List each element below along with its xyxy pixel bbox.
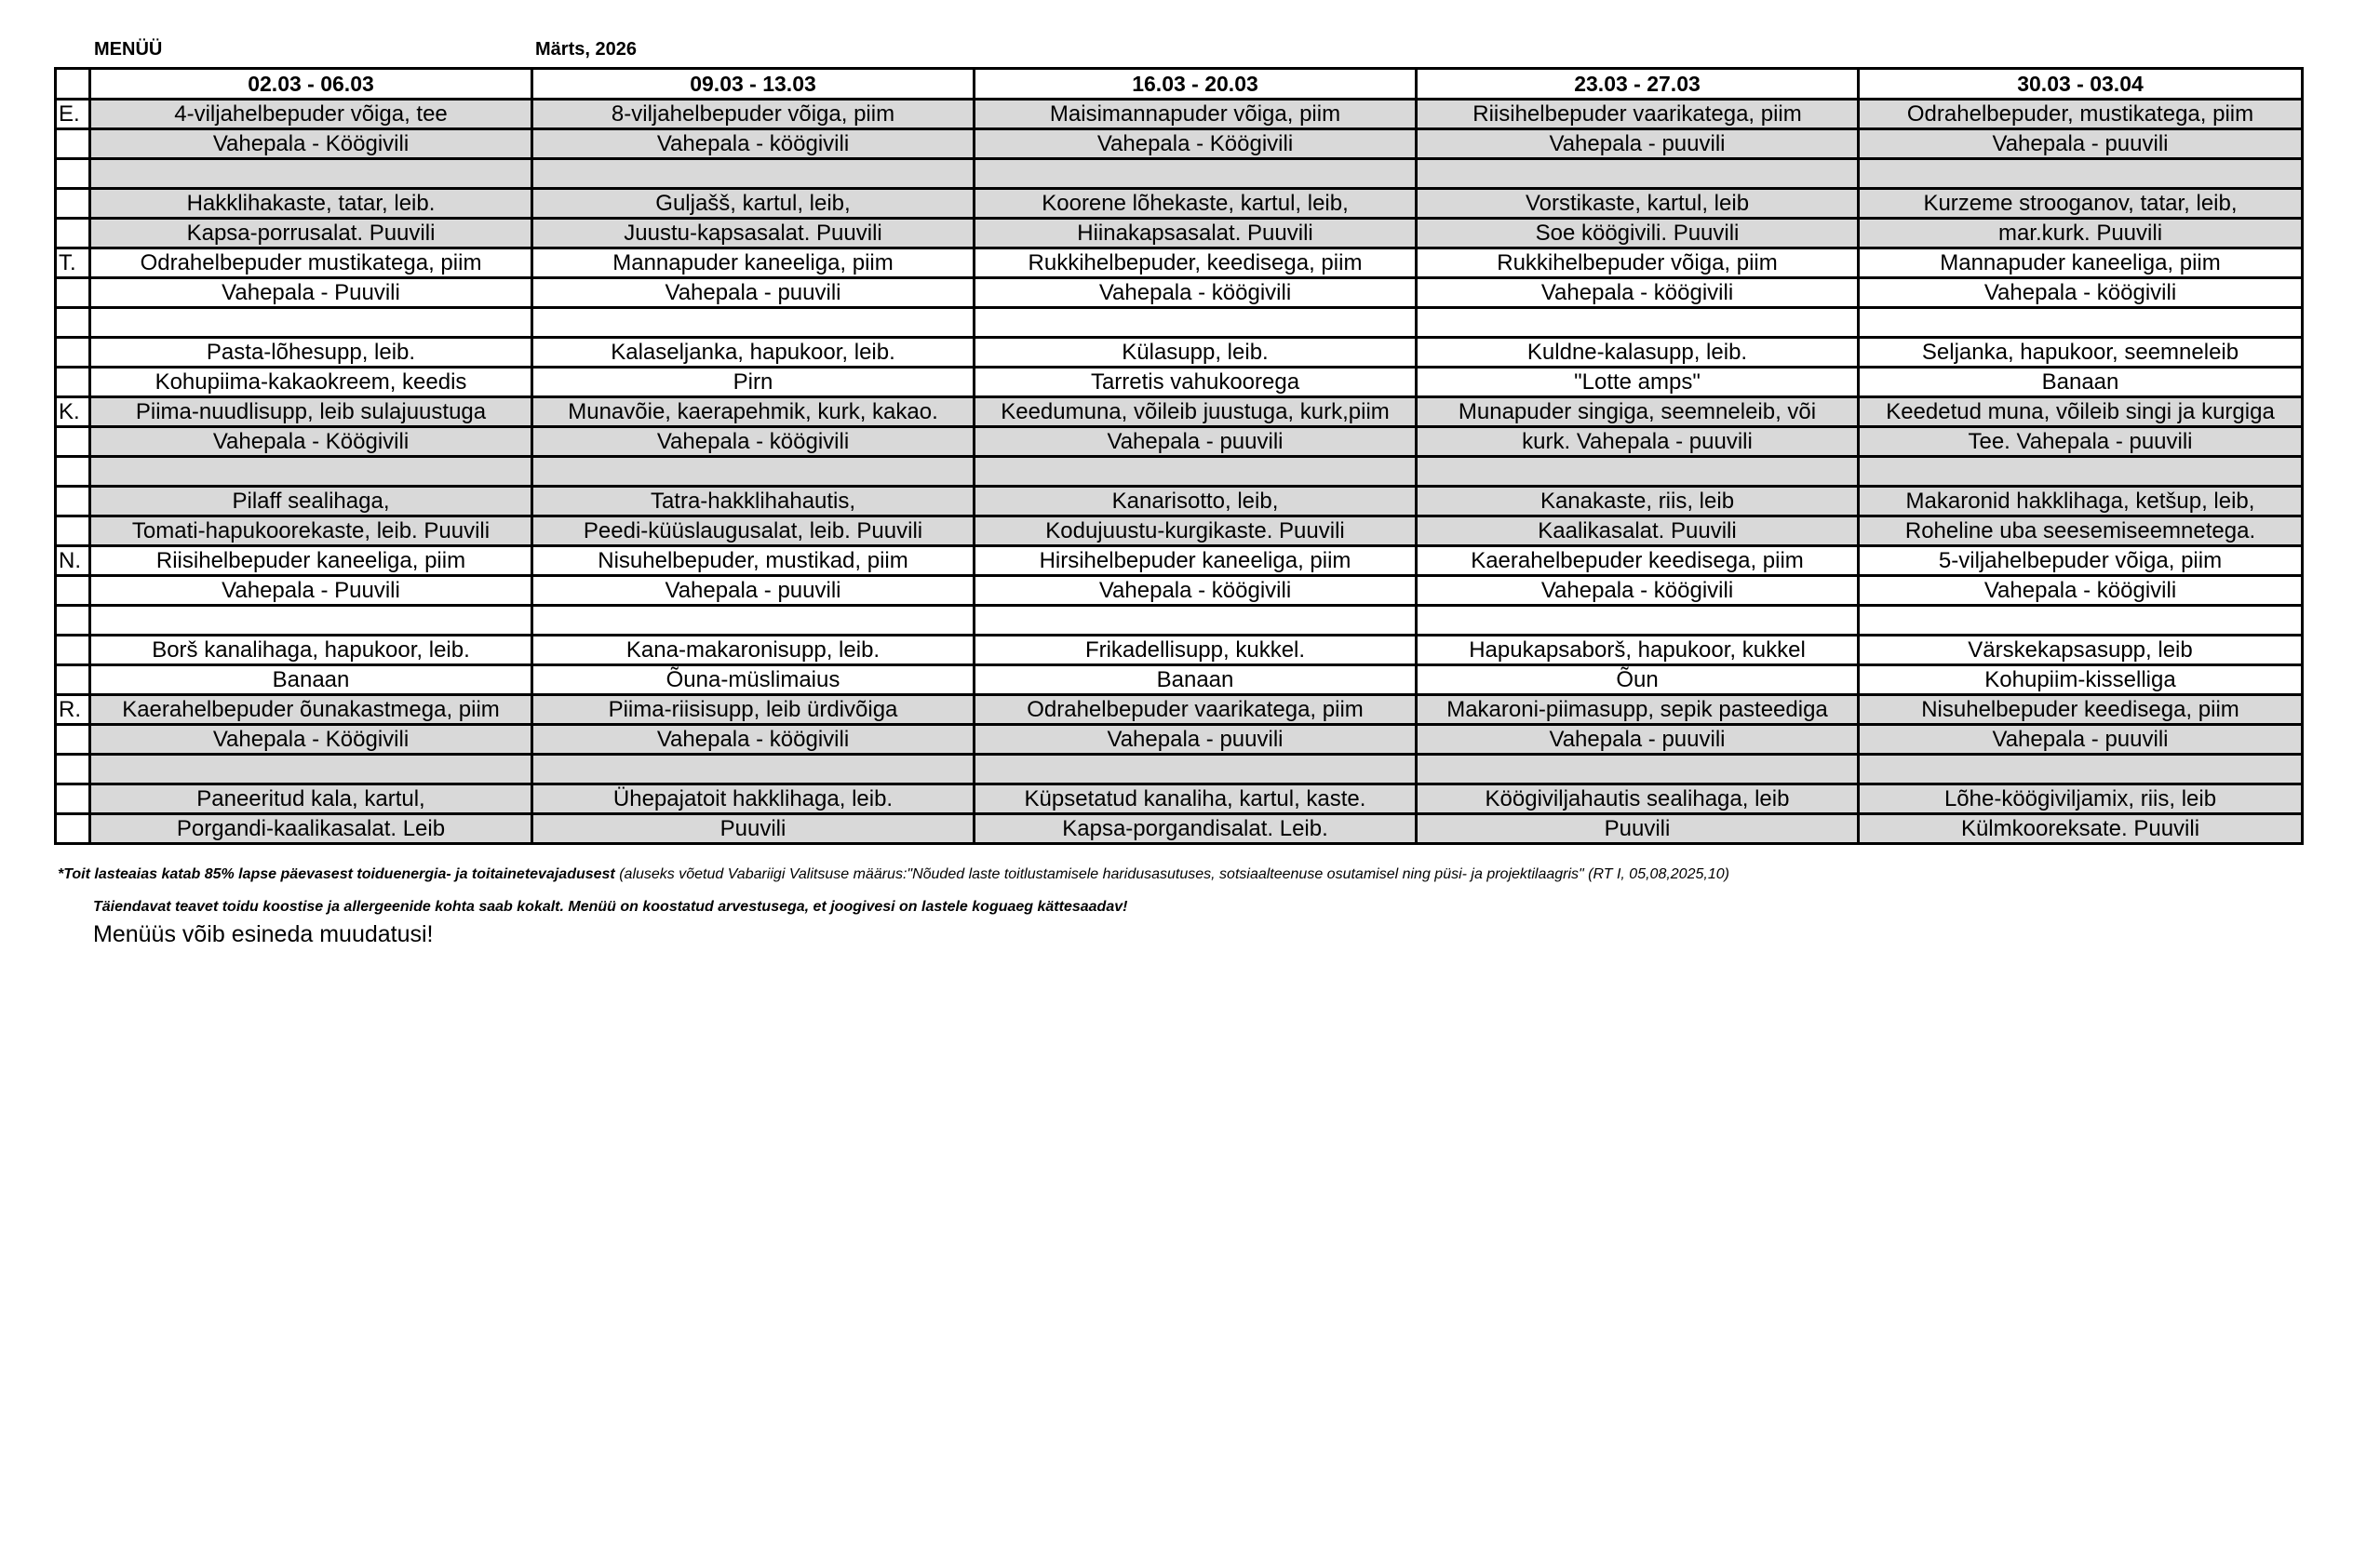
menu-cell (1859, 457, 2303, 487)
menu-row (56, 159, 2303, 189)
allergen-note: Täiendavat teavet toidu koostise ja allergeenide kohta saab kokalt. Menüü on koostatud arvestusega, et joogivesi on lastele koguaeg kättesaadav! (93, 899, 1128, 915)
menu-cell: Mannapuder kaneeliga, piim (1859, 248, 2303, 278)
menu-cell: 8-viljahelbepuder võiga, piim (532, 100, 975, 129)
menu-cell: Vahepala - köögivili (532, 427, 975, 457)
menu-cell: Hakklihakaste, tatar, leib. (90, 189, 532, 219)
menu-table (54, 67, 2304, 845)
menu-cell: Koorene lõhekaste, kartul, leib, (975, 189, 1417, 219)
menu-cell: Rukkihelbepuder võiga, piim (1417, 248, 1859, 278)
menu-row (56, 516, 2303, 546)
menu-cell: Roheline uba seesemiseemnetega. (1859, 516, 2303, 546)
menu-cell (1417, 159, 1859, 189)
menu-cell: Odrahelbepuder vaarikatega, piim (975, 695, 1417, 725)
menu-cell (90, 606, 532, 636)
menu-row (56, 368, 2303, 397)
menu-cell: Soe köögivili. Puuvili (1417, 219, 1859, 248)
day-label (56, 457, 90, 487)
menu-row (56, 487, 2303, 516)
menu-cell (90, 755, 532, 784)
menu-cell (975, 308, 1417, 338)
week-header: 30.03 - 03.04 (1859, 69, 2303, 100)
nutrition-note (58, 866, 1729, 883)
menu-cell (532, 606, 975, 636)
menu-body (56, 100, 2303, 844)
menu-cell (1417, 606, 1859, 636)
menu-row (56, 457, 2303, 487)
menu-cell: Vahepala - puuvili (1417, 725, 1859, 755)
menu-cell: Vahepala - Köögivili (90, 129, 532, 159)
menu-cell: Pirn (532, 368, 975, 397)
menu-cell: Vahepala - puuvili (975, 725, 1417, 755)
menu-cell (532, 755, 975, 784)
menu-row (56, 219, 2303, 248)
menu-row (56, 636, 2303, 665)
menu-cell: Kana-makaronisupp, leib. (532, 636, 975, 665)
menu-cell (90, 159, 532, 189)
day-label (56, 725, 90, 755)
menu-cell: Banaan (1859, 368, 2303, 397)
day-label (56, 755, 90, 784)
changes-note: Menüüs võib esineda muudatusi! (93, 921, 434, 947)
menu-row (56, 278, 2303, 308)
day-label: R. (56, 695, 90, 725)
menu-cell: Vahepala - puuvili (532, 576, 975, 606)
menu-cell: Nisuhelbepuder, mustikad, piim (532, 546, 975, 576)
menu-cell: kurk. Vahepala - puuvili (1417, 427, 1859, 457)
week-header: 09.03 - 13.03 (532, 69, 975, 100)
menu-cell: Peedi-küüslaugusalat, leib. Puuvili (532, 516, 975, 546)
menu-cell: 5-viljahelbepuder võiga, piim (1859, 546, 2303, 576)
menu-cell: Kaerahelbepuder õunakastmega, piim (90, 695, 532, 725)
menu-cell (1859, 159, 2303, 189)
menu-cell: Vahepala - Puuvili (90, 576, 532, 606)
day-label (56, 516, 90, 546)
menu-title: MENÜÜ (94, 39, 163, 60)
menu-cell: Kurzeme strooganov, tatar, leib, (1859, 189, 2303, 219)
menu-cell: Odrahelbepuder mustikatega, piim (90, 248, 532, 278)
menu-cell: Värskekapsasupp, leib (1859, 636, 2303, 665)
menu-cell: Vahepala - köögivili (1417, 576, 1859, 606)
menu-cell: Banaan (90, 665, 532, 695)
menu-row (56, 695, 2303, 725)
menu-row (56, 427, 2303, 457)
menu-cell: Frikadellisupp, kukkel. (975, 636, 1417, 665)
menu-row (56, 784, 2303, 814)
day-label (56, 784, 90, 814)
menu-cell: Vahepala - köögivili (532, 129, 975, 159)
day-label (56, 576, 90, 606)
menu-cell: Vahepala - Puuvili (90, 278, 532, 308)
menu-cell: Pilaff sealihaga, (90, 487, 532, 516)
menu-cell: Keedetud muna, võileib singi ja kurgiga (1859, 397, 2303, 427)
day-label (56, 814, 90, 844)
menu-row (56, 546, 2303, 576)
menu-cell: Tarretis vahukoorega (975, 368, 1417, 397)
menu-cell: Banaan (975, 665, 1417, 695)
menu-cell: Makaroni-piimasupp, sepik pasteediga (1417, 695, 1859, 725)
day-label: N. (56, 546, 90, 576)
menu-cell: Vahepala - köögivili (1859, 576, 2303, 606)
day-label (56, 606, 90, 636)
menu-cell (1417, 308, 1859, 338)
menu-row (56, 755, 2303, 784)
menu-cell: Piima-riisisupp, leib ürdivõiga (532, 695, 975, 725)
menu-cell: Guljašš, kartul, leib, (532, 189, 975, 219)
menu-cell: Kodujuustu-kurgikaste. Puuvili (975, 516, 1417, 546)
menu-row (56, 606, 2303, 636)
menu-cell: Vahepala - puuvili (1859, 725, 2303, 755)
menu-cell: mar.kurk. Puuvili (1859, 219, 2303, 248)
menu-row (56, 814, 2303, 844)
menu-cell: Pasta-lõhesupp, leib. (90, 338, 532, 368)
menu-cell: Kalaseljanka, hapukoor, leib. (532, 338, 975, 368)
menu-cell: Tomati-hapukoorekaste, leib. Puuvili (90, 516, 532, 546)
menu-cell: Tee. Vahepala - puuvili (1859, 427, 2303, 457)
day-label (56, 129, 90, 159)
menu-cell: Piima-nuudlisupp, leib sulajuustuga (90, 397, 532, 427)
menu-row (56, 397, 2303, 427)
menu-cell: Vahepala - puuvili (975, 427, 1417, 457)
menu-cell: Külmkooreksate. Puuvili (1859, 814, 2303, 844)
menu-row (56, 308, 2303, 338)
menu-cell: Hapukapsaborš, hapukoor, kukkel (1417, 636, 1859, 665)
menu-cell: Kuldne-kalasupp, leib. (1417, 338, 1859, 368)
menu-cell: Vahepala - Köögivili (90, 427, 532, 457)
day-label (56, 665, 90, 695)
menu-cell: "Lotte amps" (1417, 368, 1859, 397)
day-label: K. (56, 397, 90, 427)
menu-cell: Õuna-müslimaius (532, 665, 975, 695)
menu-cell: Vahepala - köögivili (1859, 278, 2303, 308)
menu-cell: Kapsa-porgandisalat. Leib. (975, 814, 1417, 844)
menu-cell: Kohupiima-kakaokreem, keedis (90, 368, 532, 397)
day-label: E. (56, 100, 90, 129)
menu-cell: Kanarisotto, leib, (975, 487, 1417, 516)
menu-cell: Vahepala - köögivili (975, 278, 1417, 308)
menu-cell (1417, 755, 1859, 784)
menu-cell: Vahepala - köögivili (975, 576, 1417, 606)
menu-cell: Vahepala - Köögivili (975, 129, 1417, 159)
menu-cell (90, 308, 532, 338)
day-header-cell (56, 69, 90, 100)
day-label: T. (56, 248, 90, 278)
week-header: 23.03 - 27.03 (1417, 69, 1859, 100)
menu-cell (1417, 457, 1859, 487)
menu-cell (1859, 606, 2303, 636)
week-header: 16.03 - 20.03 (975, 69, 1417, 100)
menu-cell: Vorstikaste, kartul, leib (1417, 189, 1859, 219)
menu-cell (975, 606, 1417, 636)
menu-cell (532, 457, 975, 487)
menu-cell: Lõhe-köögiviljamix, riis, leib (1859, 784, 2303, 814)
menu-cell: Kapsa-porrusalat. Puuvili (90, 219, 532, 248)
menu-cell: Borš kanalihaga, hapukoor, leib. (90, 636, 532, 665)
menu-cell: Kaerahelbepuder keedisega, piim (1417, 546, 1859, 576)
menu-cell: Paneeritud kala, kartul, (90, 784, 532, 814)
menu-cell (532, 159, 975, 189)
menu-cell: Tatra-hakklihahautis, (532, 487, 975, 516)
menu-cell: Vahepala - puuvili (1417, 129, 1859, 159)
nutrition-note-bold: *Toit lasteaias katab 85% lapse päevasest toiduenergia- ja toitainetevajadusest (58, 866, 615, 882)
day-label (56, 636, 90, 665)
menu-cell (1859, 755, 2303, 784)
menu-cell: Vahepala - puuvili (532, 278, 975, 308)
menu-cell (975, 457, 1417, 487)
menu-row (56, 248, 2303, 278)
menu-cell: Maisimannapuder võiga, piim (975, 100, 1417, 129)
menu-cell: Keedumuna, võileib juustuga, kurk,piim (975, 397, 1417, 427)
menu-cell (532, 308, 975, 338)
menu-cell: Õun (1417, 665, 1859, 695)
day-label (56, 368, 90, 397)
menu-cell: 4-viljahelbepuder võiga, tee (90, 100, 532, 129)
day-label (56, 189, 90, 219)
menu-cell (975, 159, 1417, 189)
day-label (56, 308, 90, 338)
menu-row (56, 725, 2303, 755)
menu-cell: Vahepala - Köögivili (90, 725, 532, 755)
menu-cell (90, 457, 532, 487)
menu-row (56, 338, 2303, 368)
menu-cell: Puuvili (1417, 814, 1859, 844)
menu-cell: Vahepala - köögivili (532, 725, 975, 755)
week-header-row (56, 69, 2303, 100)
menu-cell (975, 755, 1417, 784)
menu-cell: Seljanka, hapukoor, seemneleib (1859, 338, 2303, 368)
menu-cell: Puuvili (532, 814, 975, 844)
menu-row (56, 129, 2303, 159)
menu-row (56, 576, 2303, 606)
menu-cell: Rukkihelbepuder, keedisega, piim (975, 248, 1417, 278)
menu-row (56, 100, 2303, 129)
menu-cell: Juustu-kapsasalat. Puuvili (532, 219, 975, 248)
menu-cell: Köögiviljahautis sealihaga, leib (1417, 784, 1859, 814)
menu-cell: Munavõie, kaerapehmik, kurk, kakao. (532, 397, 975, 427)
day-label (56, 338, 90, 368)
menu-cell: Kanakaste, riis, leib (1417, 487, 1859, 516)
day-label (56, 159, 90, 189)
month-label: Märts, 2026 (535, 39, 637, 60)
day-label (56, 427, 90, 457)
menu-cell (1859, 308, 2303, 338)
menu-cell: Hiinakapsasalat. Puuvili (975, 219, 1417, 248)
menu-cell: Mannapuder kaneeliga, piim (532, 248, 975, 278)
day-label (56, 219, 90, 248)
menu-cell: Vahepala - puuvili (1859, 129, 2303, 159)
menu-cell: Makaronid hakklihaga, ketšup, leib, (1859, 487, 2303, 516)
day-label (56, 487, 90, 516)
menu-cell: Hirsihelbepuder kaneeliga, piim (975, 546, 1417, 576)
menu-row (56, 189, 2303, 219)
menu-cell: Nisuhelbepuder keedisega, piim (1859, 695, 2303, 725)
menu-cell: Odrahelbepuder, mustikatega, piim (1859, 100, 2303, 129)
menu-cell: Porgandi-kaalikasalat. Leib (90, 814, 532, 844)
menu-cell: Vahepala - köögivili (1417, 278, 1859, 308)
menu-cell: Ühepajatoit hakklihaga, leib. (532, 784, 975, 814)
menu-cell: Kohupiim-kisselliga (1859, 665, 2303, 695)
menu-row (56, 665, 2303, 695)
menu-cell: Küpsetatud kanaliha, kartul, kaste. (975, 784, 1417, 814)
menu-cell: Kaalikasalat. Puuvili (1417, 516, 1859, 546)
menu-cell: Külasupp, leib. (975, 338, 1417, 368)
menu-cell: Riisihelbepuder kaneeliga, piim (90, 546, 532, 576)
week-header: 02.03 - 06.03 (90, 69, 532, 100)
menu-cell: Riisihelbepuder vaarikatega, piim (1417, 100, 1859, 129)
nutrition-note-source: (aluseks võetud Vabariigi Valitsuse määrus:"Nõuded laste toitlustamisele haridusasutuses, sotsiaalteenuse osutamisel ning püsi- ja projektilaagris" (RT I, 05,08,2025,10) (614, 866, 1729, 882)
day-label (56, 278, 90, 308)
menu-cell: Munapuder singiga, seemneleib, või (1417, 397, 1859, 427)
